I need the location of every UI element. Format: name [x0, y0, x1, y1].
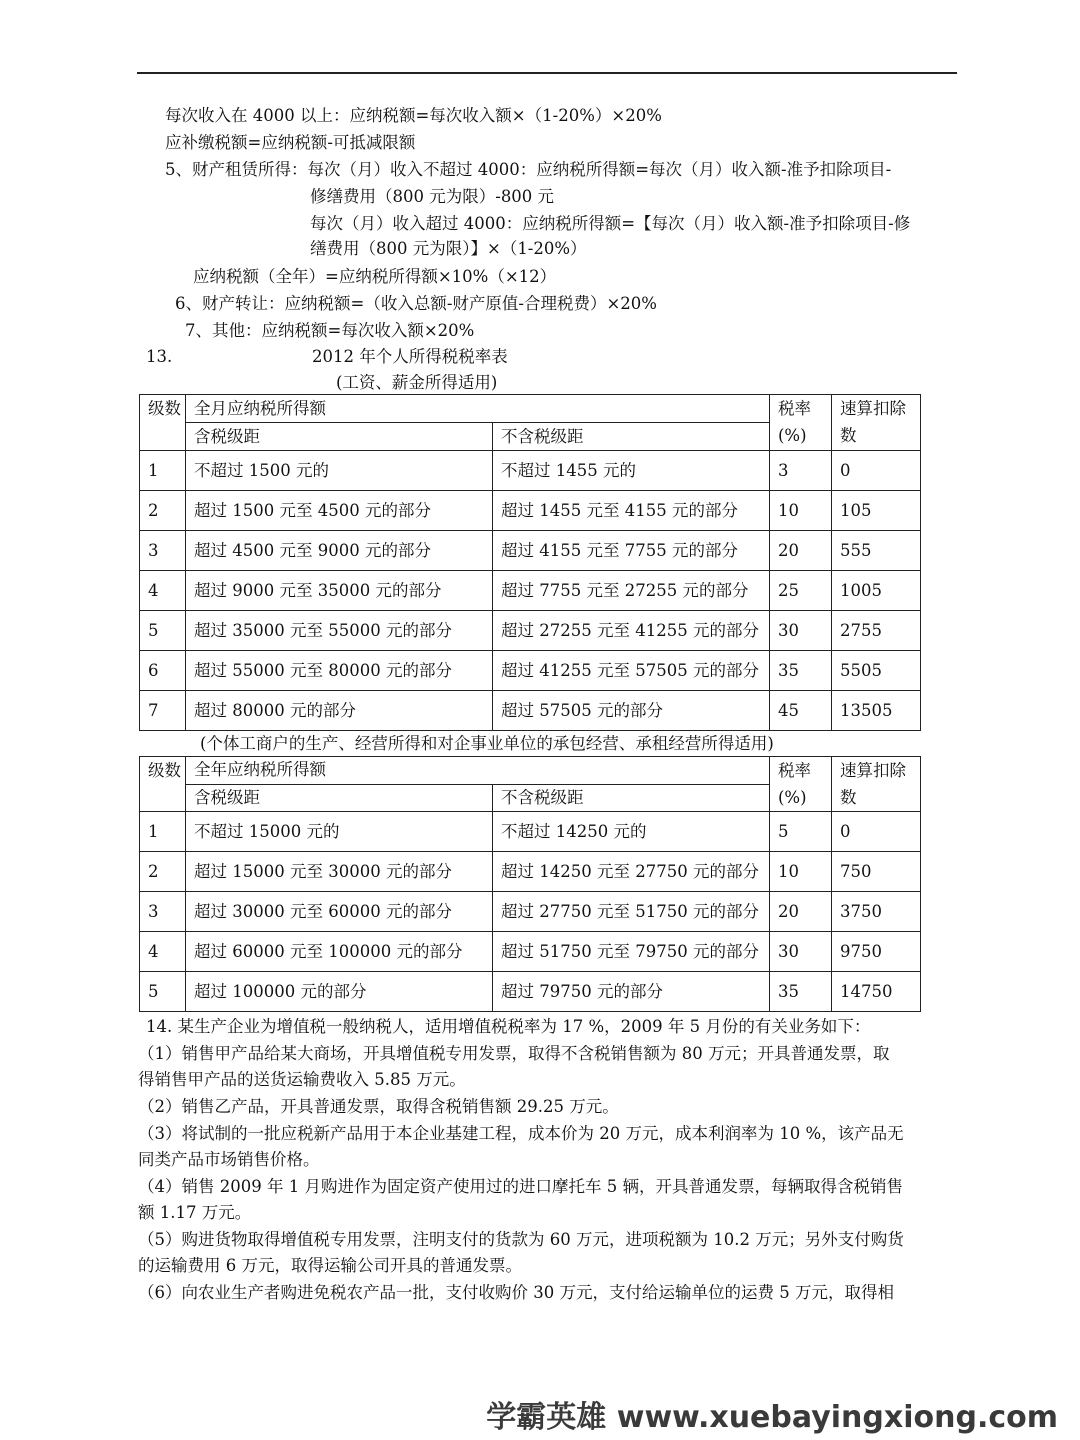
cell-deduct: 0 [832, 451, 921, 491]
table-row [140, 651, 921, 691]
cell-level: 5 [140, 972, 186, 1012]
cell-rate: 35 [770, 651, 832, 691]
table-row [140, 892, 921, 932]
header-rate: 税率(%) [770, 395, 832, 451]
cell-deduct: 1005 [832, 571, 921, 611]
cell-rate: 20 [770, 531, 832, 571]
table-row [140, 972, 921, 1012]
cell-level: 3 [140, 892, 186, 932]
cell-deduct: 5505 [832, 651, 921, 691]
cell-level: 1 [140, 451, 186, 491]
text-line: 缮费用（800 元为限）】×（1-20%） [310, 239, 587, 258]
paragraph-line: （3）将试制的一批应税新产品用于本企业基建工程，成本价为 20 万元，成本利润率为 10 %，该产品无 [138, 1124, 904, 1143]
text-line: 5、财产租赁所得：每次（月）收入不超过 4000：应纳税所得额=每次（月）收入额-准予扣除项目- [165, 160, 892, 179]
text-line: 应补缴税额=应纳税额-可抵减限额 [165, 133, 416, 152]
cell-deduct: 750 [832, 852, 921, 892]
paragraph-line: 14. 某生产企业为增值税一般纳税人，适用增值税税率为 17 %，2009 年 5 月份的有关业务如下： [146, 1017, 871, 1036]
paragraph-line: （1）销售甲产品给某大商场，开具增值税专用发票，取得不含税销售额为 80 万元；开具普通发票，取 [138, 1044, 890, 1063]
text-line: 7、其他：应纳税额=每次收入额×20% [185, 321, 475, 340]
text-line: 修缮费用（800 元为限）-800 元 [310, 187, 555, 206]
header-income: 全年应纳税所得额 [186, 757, 770, 785]
table-row [140, 571, 921, 611]
header-tax-inclusive: 含税级距 [186, 423, 493, 451]
cell-level: 5 [140, 611, 186, 651]
cell-incl: 超过 55000 元至 80000 元的部分 [186, 651, 493, 691]
header-tax-inclusive: 含税级距 [186, 784, 493, 812]
table-row [140, 451, 921, 491]
cell-rate: 30 [770, 932, 832, 972]
cell-deduct: 0 [832, 812, 921, 852]
table-title: 2012 年个人所得税税率表 [312, 347, 508, 366]
cell-incl: 超过 100000 元的部分 [186, 972, 493, 1012]
cell-deduct: 9750 [832, 932, 921, 972]
table-row [140, 531, 921, 571]
cell-rate: 35 [770, 972, 832, 1012]
cell-rate: 5 [770, 812, 832, 852]
cell-excl: 超过 7755 元至 27255 元的部分 [493, 571, 770, 611]
cell-excl: 超过 27750 元至 51750 元的部分 [493, 892, 770, 932]
cell-incl: 超过 9000 元至 35000 元的部分 [186, 571, 493, 611]
cell-incl: 超过 30000 元至 60000 元的部分 [186, 892, 493, 932]
cell-level: 4 [140, 932, 186, 972]
text-line: 应纳税额（全年）=应纳税所得额×10%（×12） [193, 267, 557, 286]
cell-incl: 超过 80000 元的部分 [186, 691, 493, 731]
table-row [140, 812, 921, 852]
cell-excl: 超过 51750 元至 79750 元的部分 [493, 932, 770, 972]
cell-incl: 超过 60000 元至 100000 元的部分 [186, 932, 493, 972]
cell-excl: 超过 14250 元至 27750 元的部分 [493, 852, 770, 892]
cell-incl: 不超过 15000 元的 [186, 812, 493, 852]
cell-excl: 超过 41255 元至 57505 元的部分 [493, 651, 770, 691]
text-line: 6、财产转让：应纳税额=（收入总额-财产原值-合理税费）×20% [175, 294, 657, 313]
cell-deduct: 555 [832, 531, 921, 571]
header-deduction: 速算扣除数 [832, 757, 921, 812]
cell-excl: 超过 27255 元至 41255 元的部分 [493, 611, 770, 651]
table-row [140, 691, 921, 731]
header-level: 级数 [140, 395, 186, 451]
cell-excl: 不超过 14250 元的 [493, 812, 770, 852]
header-rate: 税率(%) [770, 757, 832, 812]
paragraph-line: （4）销售 2009 年 1 月购进作为固定资产使用过的进口摩托车 5 辆，开具普通发票，每辆取得含税销售 [138, 1177, 903, 1196]
cell-incl: 超过 4500 元至 9000 元的部分 [186, 531, 493, 571]
text-line: 每次（月）收入超过 4000：应纳税所得额=【每次（月）收入额-准予扣除项目-修 [310, 214, 911, 233]
tax-rate-table-2 [139, 756, 921, 1012]
cell-level: 6 [140, 651, 186, 691]
cell-rate: 10 [770, 491, 832, 531]
cell-deduct: 2755 [832, 611, 921, 651]
cell-level: 3 [140, 531, 186, 571]
cell-rate: 45 [770, 691, 832, 731]
table-row [140, 852, 921, 892]
cell-rate: 20 [770, 892, 832, 932]
table-row [140, 491, 921, 531]
header-rule [137, 72, 957, 74]
paragraph-line: 同类产品市场销售价格。 [138, 1150, 320, 1169]
cell-excl: 超过 79750 元的部分 [493, 972, 770, 1012]
table-row [140, 932, 921, 972]
cell-level: 1 [140, 812, 186, 852]
cell-incl: 超过 15000 元至 30000 元的部分 [186, 852, 493, 892]
header-deduction: 速算扣除数 [832, 395, 921, 451]
cell-level: 2 [140, 852, 186, 892]
tax-rate-table-1 [139, 394, 921, 731]
cell-deduct: 13505 [832, 691, 921, 731]
cell-deduct: 105 [832, 491, 921, 531]
header-level: 级数 [140, 757, 186, 812]
cell-level: 2 [140, 491, 186, 531]
cell-excl: 超过 4155 元至 7755 元的部分 [493, 531, 770, 571]
paragraph-line: 得销售甲产品的送货运输费收入 5.85 万元。 [138, 1070, 466, 1089]
header-income: 全月应纳税所得额 [186, 395, 770, 423]
paragraph-line: （5）购进货物取得增值税专用发票，注明支付的货款为 60 万元，进项税额为 10.2 万元；另外支付购货 [138, 1230, 904, 1249]
paragraph-line: （6）向农业生产者购进免税农产品一批，支付收购价 30 万元，支付给运输单位的运费 5 万元，取得相 [138, 1283, 894, 1302]
cell-incl: 不超过 1500 元的 [186, 451, 493, 491]
cell-rate: 30 [770, 611, 832, 651]
site-watermark: 学霸英雄 www.xuebayingxiong.com [486, 1400, 1058, 1435]
cell-deduct: 3750 [832, 892, 921, 932]
header-tax-exclusive: 不含税级距 [493, 784, 770, 812]
cell-incl: 超过 1500 元至 4500 元的部分 [186, 491, 493, 531]
paragraph-line: 额 1.17 万元。 [138, 1203, 252, 1222]
cell-rate: 25 [770, 571, 832, 611]
cell-rate: 3 [770, 451, 832, 491]
cell-level: 7 [140, 691, 186, 731]
table2-caption: (个体工商户的生产、经营所得和对企事业单位的承包经营、承租经营所得适用) [200, 734, 774, 753]
cell-excl: 超过 57505 元的部分 [493, 691, 770, 731]
cell-level: 4 [140, 571, 186, 611]
paragraph-line: （2）销售乙产品，开具普通发票，取得含税销售额 29.25 万元。 [138, 1097, 619, 1116]
cell-deduct: 14750 [832, 972, 921, 1012]
cell-rate: 10 [770, 852, 832, 892]
cell-incl: 超过 35000 元至 55000 元的部分 [186, 611, 493, 651]
cell-excl: 超过 1455 元至 4155 元的部分 [493, 491, 770, 531]
cell-excl: 不超过 1455 元的 [493, 451, 770, 491]
table-row [140, 611, 921, 651]
question-number: 13. [146, 347, 173, 366]
paragraph-line: 的运输费用 6 万元，取得运输公司开具的普通发票。 [138, 1256, 522, 1275]
header-tax-exclusive: 不含税级距 [493, 423, 770, 451]
table1-caption: (工资、薪金所得适用) [336, 373, 498, 392]
text-line: 每次收入在 4000 以上：应纳税额=每次收入额×（1-20%）×20% [165, 106, 662, 125]
